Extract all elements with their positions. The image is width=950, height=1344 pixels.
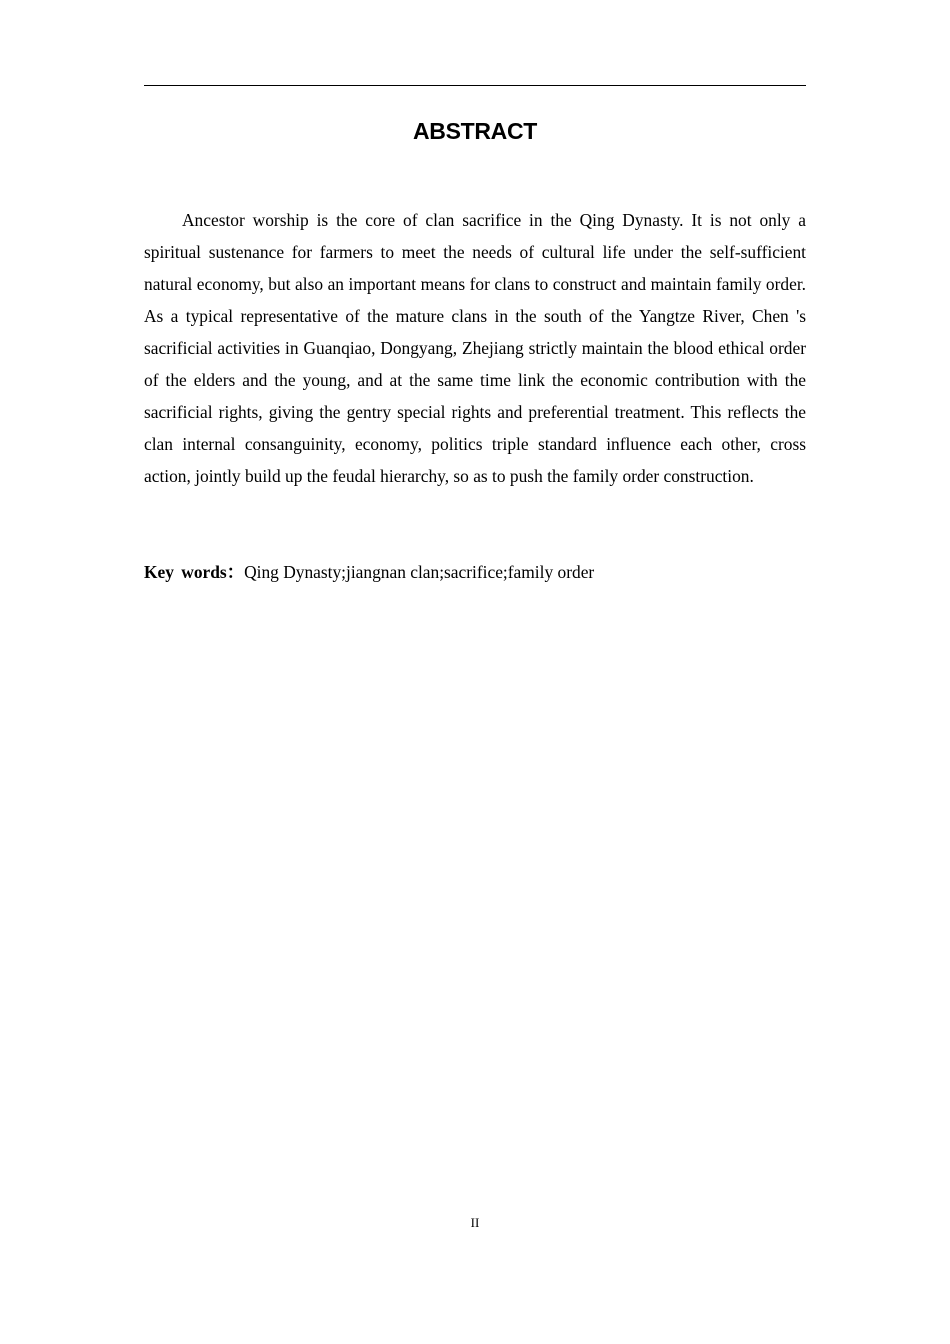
page-number: II — [470, 1215, 480, 1230]
abstract-title: ABSTRACT — [412, 118, 538, 144]
keywords-label: Key words： — [144, 562, 245, 582]
keywords-value: Qing Dynasty;jiangnan clan;sacrifice;family order — [244, 562, 595, 582]
abstract-paragraph: Ancestor worship is the core of clan sacrifice in the Qing Dynasty. It is not only a spiritual sustenance for farmers to meet the needs of cultural life under the self-sufficient natural economy, but also an important means for clans to construct and maintain family order. As a typical representative of the mature clans in the south of the Yangtze River, Chen 's sacrificial activities in Guanqiao, Dongyang, Zhejiang strictly maintain the blood ethical order of the elders and the young, and at the same time link the economic contribution with the sacrificial rights, giving the gentry special rights and preferential treatment. This reflects the clan internal consanguinity, economy, politics triple standard influence each other, cross action, jointly build up the feudal hierarchy, so as to push the family order construction. — [144, 210, 806, 486]
keywords-line — [144, 556, 806, 588]
header-rule — [144, 85, 806, 86]
